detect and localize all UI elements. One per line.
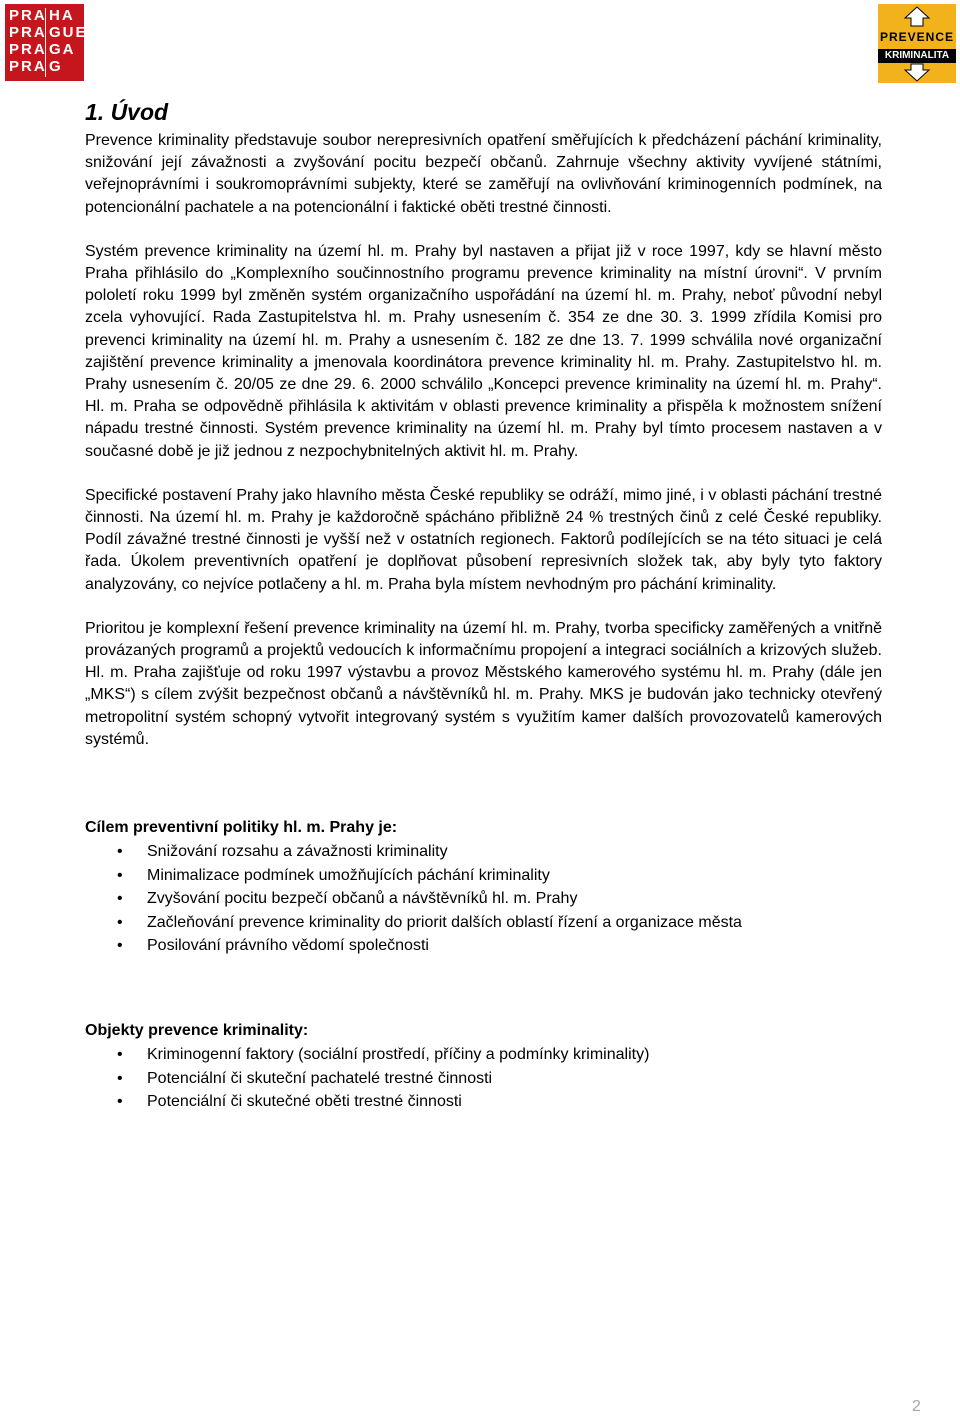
logo-text-prevence: PREVENCE: [879, 30, 955, 44]
list-item-text: Potenciální či skuteční pachatelé trestné činnosti: [147, 1069, 493, 1087]
logo-cell: HA: [49, 7, 75, 24]
list-item: [85, 887, 882, 911]
goals-heading: Cílem preventivní politiky hl. m. Prahy je:: [85, 819, 398, 837]
logo-cell: PRA: [9, 24, 47, 41]
bullet-icon: •: [117, 843, 123, 861]
list-item: [85, 1043, 882, 1067]
paragraph-intro: Prevence kriminality představuje soubor nerepresivních opatření směřujících k předcházení páchání kriminality, snižování její závažnosti a zvyšování pocitu bezpečí občanů. Zahrnuje všechny aktivity vyvíjené státními, veřejnoprávními i soukromoprávními subjekty, které se zaměřují na ovlivňování kriminogenních podmínek, na potencionální pachatele a na potencionální i faktické oběti trestné činnosti.: [85, 132, 882, 216]
list-item: [85, 934, 882, 958]
list-item: [85, 864, 882, 888]
section-title: 1. Úvod: [85, 99, 169, 125]
logo-cell: PRA: [9, 7, 47, 24]
bullet-icon: •: [117, 1046, 123, 1064]
logo-cell: PRA: [9, 58, 47, 75]
objects-list: [85, 1043, 882, 1114]
bullet-icon: •: [117, 1069, 123, 1087]
bullet-icon: •: [117, 937, 123, 955]
objects-heading: Objekty prevence kriminality:: [85, 1022, 309, 1040]
paragraph-specific: Specifické postavení Prahy jako hlavního města České republiky se odráží, mimo jiné, i v oblasti páchání trestné činnosti. Na území hl. m. Prahy je každoročně spácháno přibližně 24 % trestných činů z celé České republiky. Podíl závažné trestné činnosti je vyšší než v ostatních regionech. Faktorů podílejících se na této situaci je celá řada. Úkolem preventivních opatření je doplňovat působení represivních složek tak, aby byly tyto faktory analyzovány, co nejvíce potlačeny a hl. m. Praha byla místem nevhodným pro páchání kriminality.: [85, 486, 882, 593]
list-item-text: Posilování právního vědomí společnosti: [147, 937, 429, 955]
prevence-kriminality-logo: [878, 4, 956, 83]
bullet-icon: •: [117, 1093, 123, 1111]
list-item-text: Minimalizace podmínek umožňujících páchání kriminality: [147, 866, 550, 884]
list-item-text: Začleňování prevence kriminality do priorit dalších oblastí řízení a organizace města: [147, 913, 742, 931]
page-number: 2: [912, 1398, 921, 1415]
list-item-text: Potenciální či skutečné oběti trestné činnosti: [147, 1093, 462, 1111]
bullet-icon: •: [117, 890, 123, 908]
list-item: [85, 840, 882, 864]
logo-cell: GA: [49, 41, 76, 58]
list-item: [85, 1090, 882, 1114]
list-item-text: Zvyšování pocitu bezpečí občanů a návštěvníků hl. m. Prahy: [147, 890, 578, 908]
logo-cell: PRA: [9, 41, 47, 58]
goals-list: [85, 840, 882, 958]
paragraph-priority: Prioritou je komplexní řešení prevence kriminality na území hl. m. Prahy, tvorba specificky zaměřených a vnitřně provázaných programů a projektů vedoucích k informačnímu propojení a integraci sociálních a krizových služeb. Hl. m. Praha zajišťuje od roku 1997 výstavbu a provoz Městského kamerového systému hl. m. Prahy (dále jen „MKS“) s cílem zvýšit bezpečnost občanů a návštěvníků hl. m. Prahy. MKS je budován jako technicky otevřený metropolitní systém schopný vytvořit integrovaný systém s využitím kamer dalších provozovatelů kamerových systémů.: [85, 619, 882, 748]
list-item-text: Snižování rozsahu a závažnosti kriminality: [147, 843, 448, 861]
paragraph-system: Systém prevence kriminality na území hl. m. Prahy byl nastaven a přijat již v roce 1997, kdy se hlavní město Praha přihlásilo do „Komplexního součinnostního programu prevence kriminality na místní úrovni“. V prvním pololetí roku 1999 byl změněn systém organizačního uspořádání na území hl. m. Prahy, neboť původní nebyl zcela vyhovující. Rada Zastupitelstva hl. m. Prahy usnesením č. 354 ze dne 30. 3. 1999 zřídila Komisi pro prevenci kriminality na území hl. m. Prahy a usnesením č. 182 ze dne 13. 7. 1999 schválila nové organizační zajištění prevence kriminality a jmenovala koordinátora prevence kriminality hl. m. Prahy. Zastupitelstvo hl. m. Prahy usnesením č. 20/05 ze dne 29. 6. 2000 schválilo „Koncepci prevence kriminality na území hl. m. Prahy“. Hl. m. Praha se odpovědně přihlásila k aktivitám v oblasti prevence kriminality a přispěla k možnostem snížení nápadu trestné činnosti. Systém prevence kriminality na území hl. m. Prahy byl tímto procesem nastaven a v současné době je již jednou z nezpochybnitelných aktivit hl. m. Prahy.: [85, 242, 882, 460]
bullet-icon: •: [117, 866, 123, 884]
list-item-text: Kriminogenní faktory (sociální prostředí, příčiny a podmínky kriminality): [147, 1046, 650, 1064]
list-item: [85, 1067, 882, 1091]
document-body: [85, 96, 882, 1114]
list-item: [85, 911, 882, 935]
praha-logo: [5, 4, 88, 81]
logo-text-kriminalita: KRIMINALITA: [878, 49, 956, 63]
logo-cell: G: [49, 58, 63, 75]
bullet-icon: •: [117, 913, 123, 931]
logo-cell: GUE: [49, 24, 88, 41]
